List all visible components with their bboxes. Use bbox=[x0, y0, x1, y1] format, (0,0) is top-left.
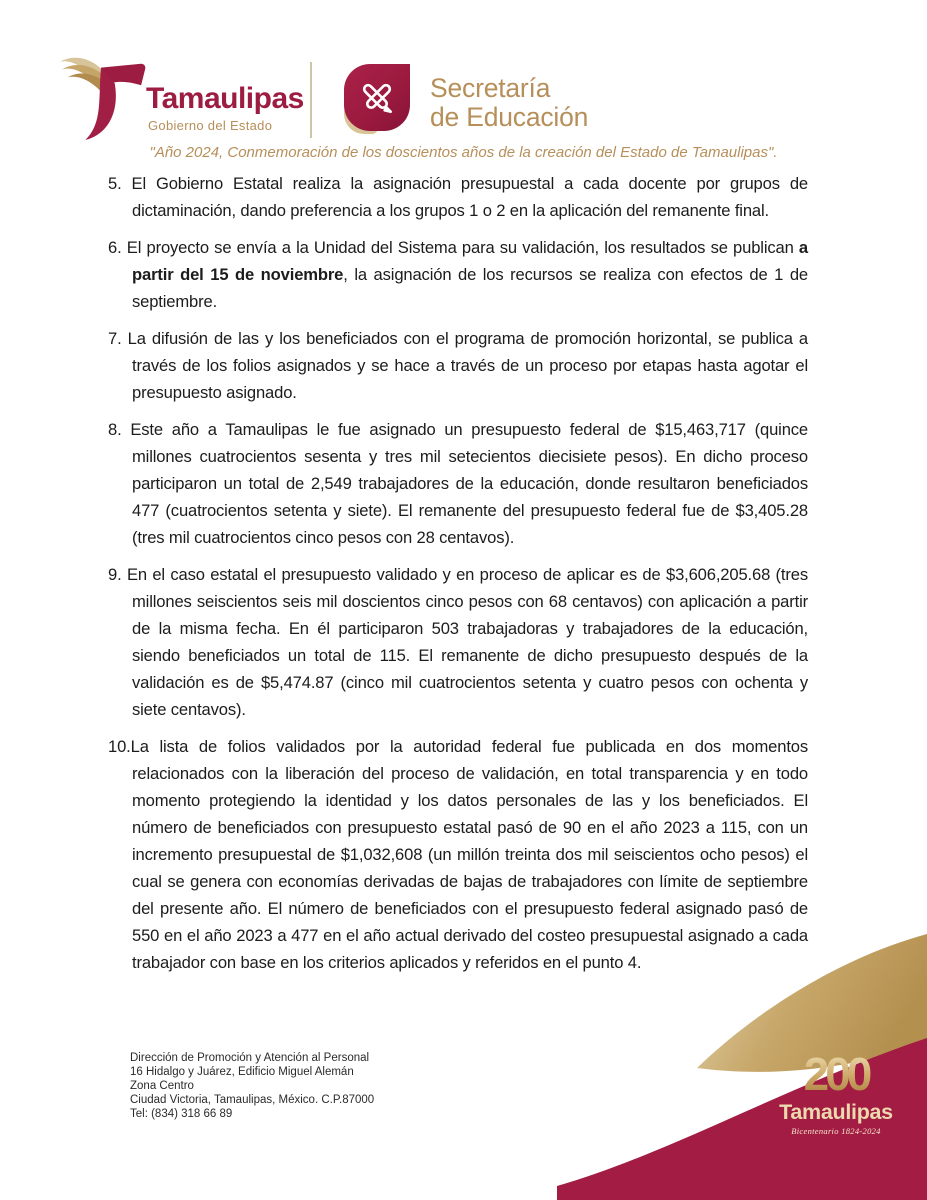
footer-address-block bbox=[130, 1051, 374, 1121]
item-number: 7. bbox=[108, 329, 122, 348]
item-text-bold: a partir del 15 de noviembre bbox=[132, 238, 808, 284]
address-line: Tel: (834) 318 66 89 bbox=[130, 1108, 233, 1120]
item-number: 5. bbox=[108, 174, 122, 193]
item-number: 6. bbox=[108, 238, 122, 257]
item-text: La difusión de las y los beneficiados con el programa de promoción horizontal, se publica a través de los folios asignados y se hace a través de un proceso por etapas hasta agotar el presupuesto asignado. bbox=[121, 329, 808, 402]
item-text: El proyecto se envía a la Unidad del Sistema para su validación, los resultados se publican bbox=[121, 238, 799, 257]
logo-crimson-leaf bbox=[344, 64, 410, 131]
ministry-name-line1: Secretaría bbox=[430, 73, 551, 103]
commemoration-motto: "Año 2024, Conmemoración de los doscientos años de la creación del Estado de Tamaulipas". bbox=[149, 144, 778, 161]
item-text: La lista de folios validados por la autoridad federal fue publicada en dos momentos relacionados con la liberación del proceso de validación, en total transparencia y en todo momento protegiendo la identidad y los datos personales de las y los beneficiados. El número de beneficiados con presupuesto estatal pasó de 90 en el año 2023 a 115, con un incremento presupuestal de $1,032,608 (un millón treinta dos mil seiscientos ocho pesos) el cual se genera con economías derivadas de bajas de trabajadores con límite de septiembre del presente año. El número de beneficiados con el presupuesto federal asignado pasó de 550 en el año 2023 a 477 en el año actual derivado del costeo presupuestal asignado a cada trabajador con base en los criterios aplicados y referidos en el punto 4. bbox=[130, 737, 808, 972]
item-number: 10. bbox=[108, 737, 131, 756]
address-line: 16 Hidalgo y Juárez, Edificio Miguel Alemán bbox=[130, 1066, 354, 1078]
emblem-bicentenario: Bicentenario 1824-2024 bbox=[791, 1126, 881, 1136]
list-item-7 bbox=[108, 325, 808, 406]
item-number: 8. bbox=[108, 420, 122, 439]
ministry-name-line2: de Educación bbox=[430, 102, 589, 132]
list-item-6 bbox=[108, 234, 808, 315]
tamaulipas-state-logo-icon bbox=[58, 52, 146, 140]
state-logo-subtitle: Gobierno del Estado bbox=[148, 118, 273, 133]
address-line: Dirección de Promoción y Atención al Personal bbox=[130, 1052, 370, 1064]
header-divider bbox=[310, 62, 312, 138]
ministry-name bbox=[430, 74, 588, 132]
item-text: El Gobierno Estatal realiza la asignación presupuestal a cada docente por grupos de dictaminación, dando preferencia a los grupos 1 o 2 en la aplicación del remanente final. bbox=[121, 174, 808, 220]
bicentennial-emblem bbox=[756, 1050, 916, 1136]
address-line: Zona Centro bbox=[130, 1080, 194, 1092]
item-text: En el caso estatal el presupuesto validado y en proceso de aplicar es de $3,606,205.68 (tres millones seiscientos seis mil doscientos cinco pesos con 68 centavos) con aplicación a partir de la misma fecha. En él participaron 503 trabajadoras y trabajadores de la educación, siendo beneficiados un total de 115. El remanente de dicho presupuesto después de la validación es de $5,474.87 (cinco mil cuatrocientos setenta y cuatro pesos con ochenta y siete centavos). bbox=[121, 565, 808, 719]
list-item-8 bbox=[108, 416, 808, 551]
item-number: 9. bbox=[108, 565, 122, 584]
item-text: Este año a Tamaulipas le fue asignado un presupuesto federal de $15,463,717 (quince millones cuatrocientos sesenta y tres mil setecientos diecisiete pesos). En dicho proceso participaron un total de 2,549 trabajadores de la educación, donde resultaron beneficiados 477 (cuatrocientos setenta y siete). El remanente del presupuesto federal fue de $3,405.28 (tres mil cuatrocientos cinco pesos con 28 centavos). bbox=[121, 420, 808, 547]
emblem-tamaulipas: Tamaulipas bbox=[779, 1100, 893, 1124]
list-item-5 bbox=[108, 170, 808, 224]
address-line: Ciudad Victoria, Tamaulipas, México. C.P.87000 bbox=[130, 1094, 375, 1106]
emblem-200: 200 bbox=[756, 1050, 916, 1098]
item-text: , la asignación de los recursos se realiza con efectos de 1 de septiembre. bbox=[132, 265, 809, 311]
state-logo-wordmark: Tamaulipas bbox=[146, 82, 304, 115]
document-body bbox=[108, 170, 808, 986]
list-item-9 bbox=[108, 561, 808, 723]
crossed-pencils-icon bbox=[355, 76, 399, 120]
education-ministry-logo bbox=[344, 64, 412, 134]
